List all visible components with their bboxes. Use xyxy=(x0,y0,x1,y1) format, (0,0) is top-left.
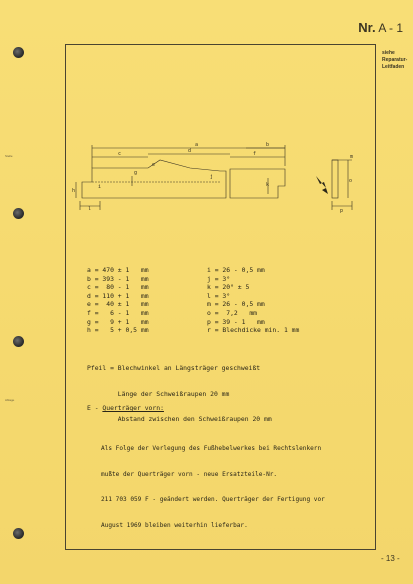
pfeil-note-line: Pfeil = Blechwinkel an Längsträger geschweißt xyxy=(87,364,261,372)
pfeil-arrow-icon xyxy=(316,176,328,194)
sidebar-note-line: siehe xyxy=(382,50,395,56)
spec-row: j = 3° xyxy=(207,274,231,283)
drawing-label-a: a xyxy=(195,142,199,148)
side-mark-2: Ablage xyxy=(5,398,15,402)
drawing-label-c: c xyxy=(118,151,122,157)
spec-row: o = 7,2 mm xyxy=(207,308,258,317)
sidebar-note-line: Leitfaden xyxy=(382,64,405,70)
drawing-label-h: h xyxy=(72,188,76,194)
drawing-label-j: j xyxy=(210,174,214,180)
drawing-label-i: i xyxy=(98,184,102,190)
pfeil-note-line: Abstand zwischen den Schweißraupen 20 mm xyxy=(87,415,272,423)
spec-row: e = 40 ± 1 mm xyxy=(87,300,149,309)
spec-row: d = 110 + 1 mm xyxy=(87,291,149,300)
document-number-label: Nr. xyxy=(358,20,376,35)
drawing-label-p: p xyxy=(340,208,344,214)
section-paragraph xyxy=(101,428,371,547)
pfeil-note xyxy=(87,347,272,441)
paragraph-line: Als Folge der Verlegung des Fußhebelwerkes bei Rechtslenkern xyxy=(101,445,322,452)
paragraph-line: mußte der Querträger vorn - neue Ersatzteile-Nr. xyxy=(101,470,278,478)
spec-row: f = 6 - 1 mm xyxy=(87,308,149,317)
spec-row: p = 39 - 1 mm xyxy=(207,317,265,326)
spec-row: a = 470 ± 1 mm xyxy=(87,266,149,274)
document-number xyxy=(358,20,403,35)
technical-drawing xyxy=(70,138,370,218)
drawing-label-k: k xyxy=(266,182,270,188)
punch-hole-lower-middle xyxy=(13,336,24,347)
spec-list-left xyxy=(87,266,149,335)
section-prefix: E - xyxy=(87,404,103,412)
paragraph-line: 211 703 059 F - geändert werden. Querträger der Fertigung vor xyxy=(101,496,325,503)
spec-row: i = 26 - 0,5 mm xyxy=(207,266,265,274)
document-number-value: A - 1 xyxy=(378,21,403,35)
spec-row: b = 393 - 1 mm xyxy=(87,274,149,283)
drawing-label-g: g xyxy=(134,170,138,176)
spec-list-right xyxy=(207,266,299,335)
section-title: Querträger vorn: xyxy=(102,404,164,412)
drawing-label-m: m xyxy=(350,154,354,160)
drawing-label-e: e xyxy=(152,162,156,168)
paragraph-line: August 1969 bleiben weiterhin lieferbar. xyxy=(101,521,248,529)
spec-row: c = 80 - 1 mm xyxy=(87,283,149,292)
spec-row: m = 26 - 0,5 mm xyxy=(207,300,265,309)
page-number: - 13 - xyxy=(381,554,400,563)
end-view-profile xyxy=(332,160,338,198)
sidebar-note-line: Reparatur- xyxy=(382,57,408,63)
section-heading xyxy=(87,404,164,412)
drawing-label-o: o xyxy=(349,178,353,184)
beam-profile-right xyxy=(230,169,285,198)
spec-row: g = 9 + 1 mm xyxy=(87,317,149,326)
drawing-label-f: f xyxy=(253,151,257,157)
spec-row: k = 20° ± 5 xyxy=(207,283,250,292)
drawing-label-d: d xyxy=(188,148,192,154)
drawing-label-l: l xyxy=(88,206,92,212)
side-mark-1: Stelle xyxy=(5,154,13,158)
drawing-label-b: b xyxy=(266,142,270,148)
punch-hole-upper-middle xyxy=(13,208,24,219)
sidebar-note xyxy=(382,50,412,71)
spec-row: l = 3° xyxy=(207,291,231,300)
punch-hole-bottom xyxy=(13,528,24,539)
pfeil-note-line: Länge der Schweißraupen 20 mm xyxy=(87,389,230,398)
punch-hole-top xyxy=(13,47,24,58)
spec-row: h = 5 + 0,5 mm xyxy=(87,326,149,335)
spec-row: r = Blechdicke min. 1 mm xyxy=(207,326,300,335)
